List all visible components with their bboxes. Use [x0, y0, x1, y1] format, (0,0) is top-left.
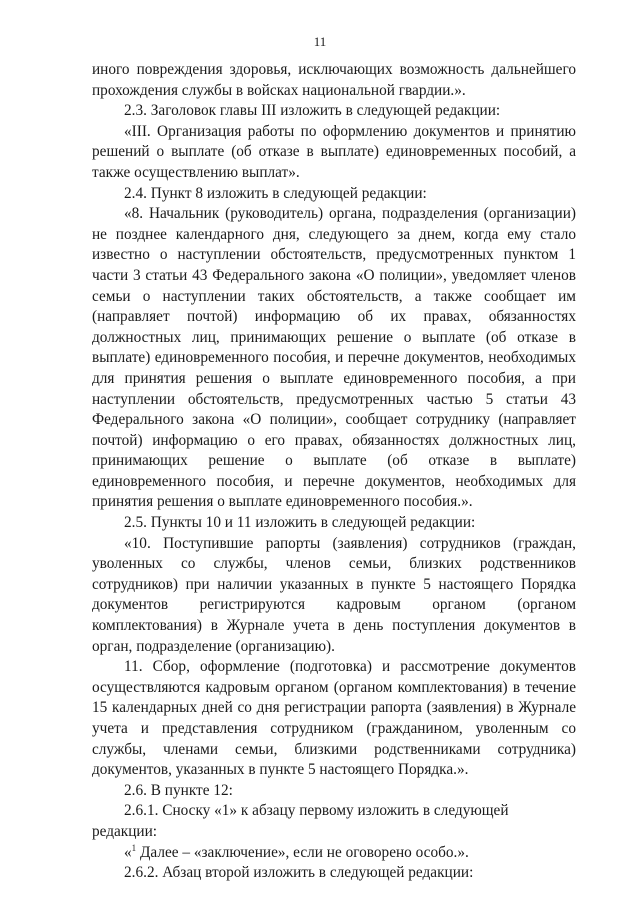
- paragraph-2-6: 2.6. В пункте 12:: [124, 781, 233, 799]
- paragraph-2-6-1: 2.6.1. Сноску «1» к абзацу первому изложить в следующей редакции:: [92, 802, 509, 840]
- paragraph-footnote-definition: [92, 843, 576, 864]
- document-body: [92, 60, 576, 884]
- footnote-text: Далее – «заключение», если не оговорено особо.».: [136, 843, 469, 861]
- paragraph-chapter-iii-title: «III. Организация работы по оформлению документов и принятию решений о выплате (об отказе в выплате) единовременных пособий, а также осуществлению выплат».: [92, 122, 576, 181]
- paragraph-item-11: 11. Сбор, оформление (подготовка) и рассмотрение документов осуществляются кадровым органом (органом комплектования) в течение 15 календарных дней со дня регистрации рапорта (заявления) в Журнале учета и представления сотрудником (гражданином, уволенным со службы, членами семьи, близкими родственниками сотрудника) документов, указанных в пункте 5 настоящего Порядка.».: [92, 658, 576, 779]
- paragraph-2-4: 2.4. Пункт 8 изложить в следующей редакции:: [124, 184, 427, 202]
- paragraph-2-6-2: 2.6.2. Абзац второй изложить в следующей редакции:: [124, 864, 474, 882]
- paragraph-2-5: 2.5. Пункты 10 и 11 изложить в следующей редакции:: [124, 514, 476, 532]
- paragraph-item-8: «8. Начальник (руководитель) органа, подразделения (организации) не позднее календарного дня, следующего за днем, когда ему стало известно о наступлении обстоятельств, предусмотренных пунктом 1 части 3 статьи 43 Федерального закона «О полиции», уведомляет членов семьи о наступлении таких обстоятельств, а также сообщает им (направляет почтой) информацию об их правах, обязанностях должностных лиц, принимающих решение о выплате (об отказе в выплате) единовременного пособия, и перечне документов, необходимых для принятия решения о выплате единовременного пособия, а при наступлении обстоятельств, предусмотренных частью 5 статьи 43 Федерального закона «О полиции», сообщает сотруднику (направляет почтой) информацию о его правах, обязанностях должностных лиц, принимающих решение о выплате (об отказе в выплате) единовременного пособия, и перечне документов, необходимых для принятия решения о выплате единовременного пособия.».: [92, 205, 576, 511]
- paragraph-item-10: «10. Поступившие рапорты (заявления) сотрудников (граждан, уволенных со службы, членов семьи, близких родственников сотрудников) при наличии указанных в пункте 5 настоящего Порядка документов регистрируются кадровым органом (органом комплектования) в Журнале учета в день поступления документов в орган, подразделение (организацию).: [92, 534, 576, 655]
- page-number: 11: [313, 34, 327, 49]
- paragraph-2-3: 2.3. Заголовок главы III изложить в следующей редакции:: [124, 102, 501, 120]
- footnote-superscript: 1: [131, 842, 137, 853]
- paragraph-continuation: иного повреждения здоровья, исключающих возможность дальнейшего прохождения службы в войсках национальной гвардии.».: [92, 61, 576, 99]
- footnote-open-quote: «: [124, 843, 132, 861]
